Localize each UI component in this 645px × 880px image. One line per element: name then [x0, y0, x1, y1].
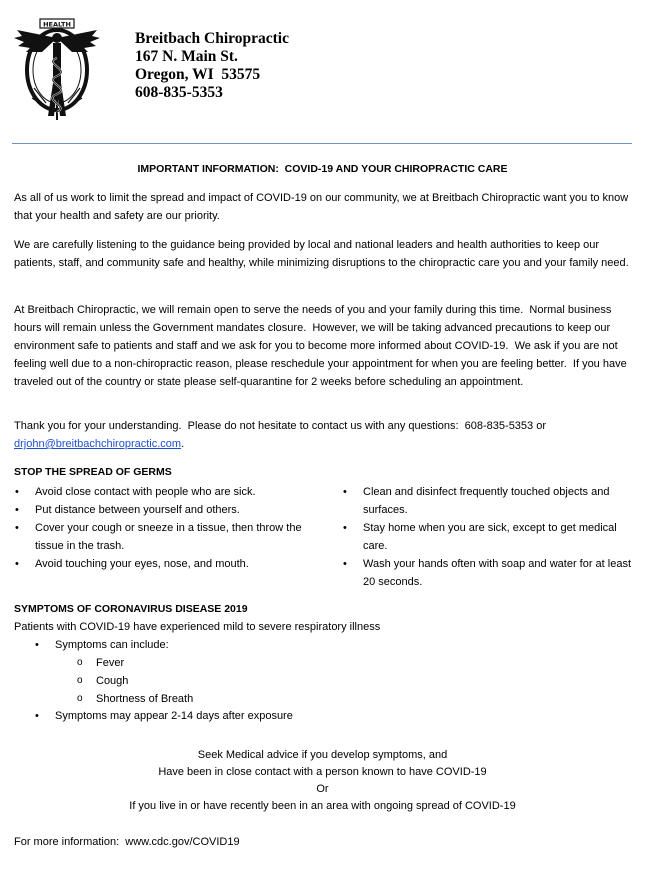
symptoms-intro: Patients with COVID-19 have experienced mild to severe respiratory illness [14, 621, 381, 633]
business-name: Breitbach Chiropractic [135, 30, 289, 47]
list-item: • Wash your hands often with soap and water for at least 20 seconds. [342, 555, 632, 591]
symptoms-timing-list [34, 707, 434, 725]
advice-line-3: Or [316, 783, 329, 795]
phone-number: 608-835-5353 [135, 84, 223, 101]
symptoms-include-list [34, 636, 334, 654]
header-divider [12, 143, 632, 144]
list-item: o Fever [77, 654, 193, 672]
list-item: • Clean and disinfect frequently touched objects and surfaces. [342, 483, 632, 519]
germs-heading: STOP THE SPREAD OF GERMS [14, 466, 172, 478]
list-item: • Symptoms can include: [34, 636, 334, 654]
germs-list-right [342, 483, 632, 591]
letterhead [135, 30, 289, 102]
advice-line-4: If you live in or have recently been in an area with ongoing spread of COVID-19 [129, 800, 516, 812]
symptoms-heading: SYMPTOMS OF CORONAVIRUS DISEASE 2019 [14, 603, 248, 615]
advice-line-2: Have been in close contact with a person known to have COVID-19 [158, 766, 487, 778]
paragraph-intro: As all of us work to limit the spread and impact of COVID-19 on our community, we at Breitbach Chiropractic want you to know that your health and safety are our priority. [14, 192, 629, 222]
document-title: IMPORTANT INFORMATION: COVID-19 AND YOUR CHIROPRACTIC CARE [137, 163, 508, 175]
paragraph-guidance: We are carefully listening to the guidance being provided by local and national leaders and health authorities to keep our patients, staff, and community safe and healthy, while minimizing disruptions to the chiropractic care you and your family need. [14, 239, 629, 269]
logo-label: HEALTH [43, 20, 71, 29]
germs-list-left [14, 483, 314, 573]
paragraph-open-hours: At Breitbach Chiropractic, we will remain open to serve the needs of you and your family during this time. Normal business hours will remain unless the Government mandates closure. However, we will be taking advanced precautions to keep our environment safe to patients and staff and we ask for you to become more informed about COVID-19. We ask if you are not feeling well due to a non-chiropractic reason, please reschedule your appointment for when you are feeling better. If you have traveled out of the country or state please self-quarantine for 2 weeks before scheduling an appointment. [14, 304, 630, 388]
footer-more-info: For more information: www.cdc.gov/COVID19 [14, 836, 240, 848]
list-item: • Avoid close contact with people who are sick. [14, 483, 314, 501]
symptoms-sublist [77, 654, 193, 708]
list-item: o Cough [77, 672, 193, 690]
paragraph-contact [14, 417, 631, 453]
list-item: • Stay home when you are sick, except to get medical care. [342, 519, 632, 555]
contact-end: . [181, 438, 185, 450]
list-item: o Shortness of Breath [77, 690, 193, 708]
list-item: • Avoid touching your eyes, nose, and mouth. [14, 555, 314, 573]
city-state-zip: Oregon, WI 53575 [135, 66, 261, 83]
list-item: • Cover your cough or sneeze in a tissue, then throw the tissue in the trash. [14, 519, 314, 555]
health-logo [12, 8, 102, 126]
list-item: • Symptoms may appear 2-14 days after exposure [34, 707, 434, 725]
street-address: 167 N. Main St. [135, 48, 238, 65]
list-item: • Put distance between yourself and others. [14, 501, 314, 519]
contact-text: Thank you for your understanding. Please do not hesitate to contact us with any questions: 608-835-5353 or [14, 420, 550, 432]
email-link[interactable]: drjohn@breitbachchiropractic.com [14, 438, 182, 450]
advice-line-1: Seek Medical advice if you develop symptoms, and [197, 749, 448, 761]
